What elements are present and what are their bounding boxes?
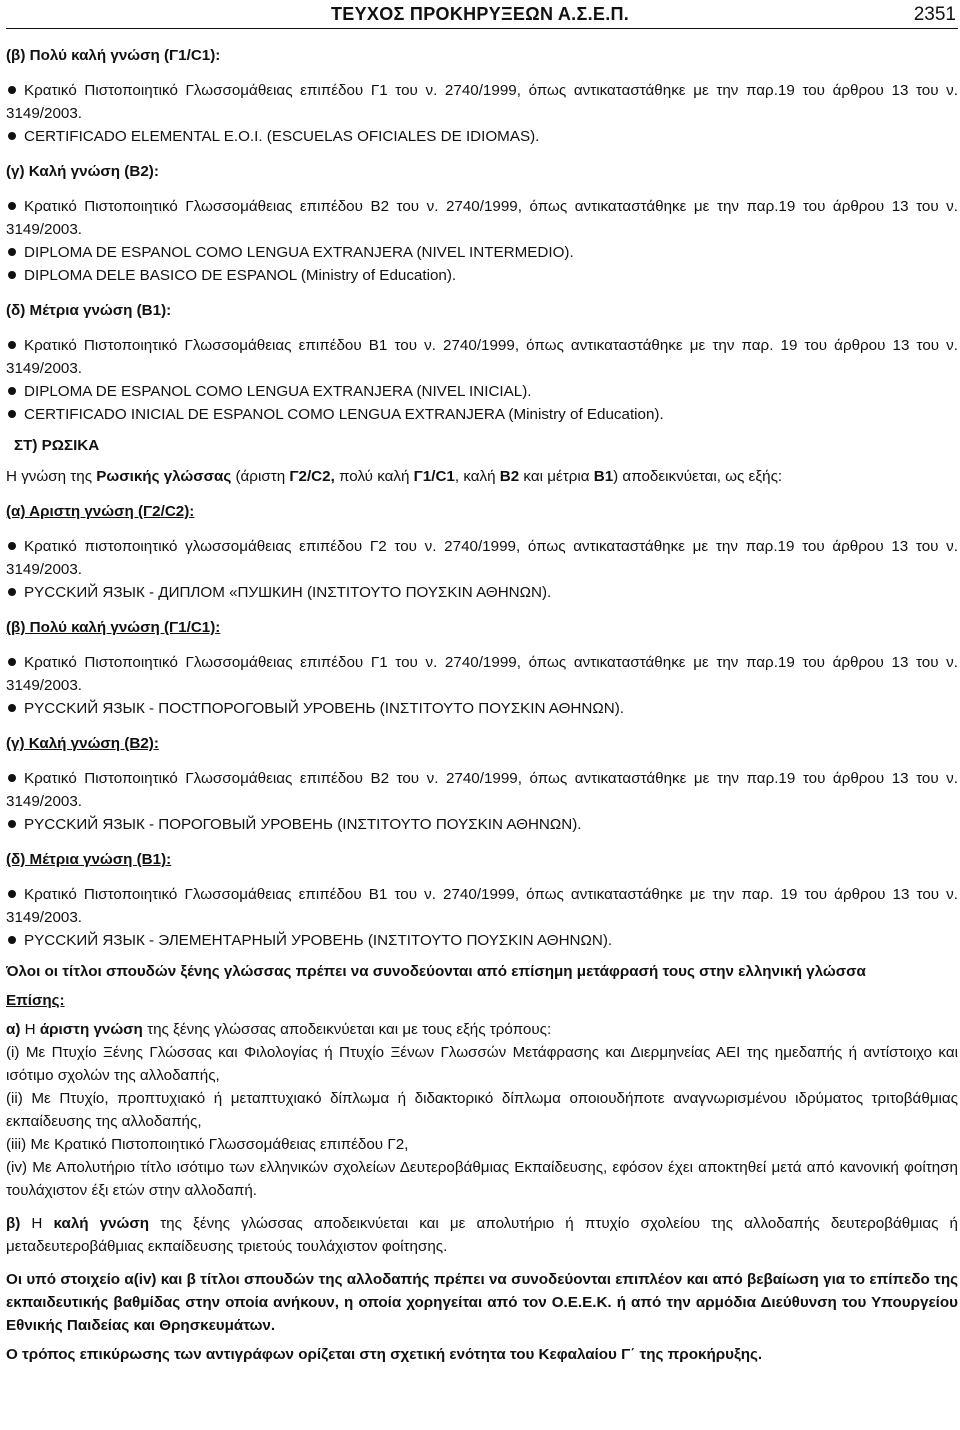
bullet-icon xyxy=(8,202,16,210)
heading-excellent-knowledge: (α) Αριστη γνώση (Γ2/C2): xyxy=(6,503,195,520)
list-item: ΡΥCCΚИЙ ЯЗЫК - ЭЛЕМЕНТАРНЫЙ УРОВЕНЬ (ΙΝΣΤΙΤΟΥΤΟ ΠΟΥΣΚΙΝ ΑΘΗΝΩΝ). xyxy=(6,929,958,952)
bullet-icon xyxy=(8,410,16,418)
issue-title: ΤΕΥΧΟΣ ΠΡΟΚΗΡΥΞΕΩΝ Α.Σ.Ε.Π. xyxy=(331,4,630,24)
good-knowledge-ways: β) Η καλή γνώση της ξένης γλώσσας αποδεικνύεται και με απολυτήριο ή πτυχίο σχολείου της αλλοδαπής δευτεροβάθμιας ή μεταδευτεροβάθμιας εκπαίδευσης τριετούς τουλάχιστον φοίτησης. xyxy=(6,1215,958,1255)
heading-moderate-knowledge: (δ) Μέτρια γνώση (Β1): xyxy=(6,851,172,868)
list-item: ΡΥCCΚИЙ ЯЗЫК - ПОСТПОРОГОВЫЙ УРОВЕНЬ (ΙΝΣΤΙΤΟΥΤΟ ΠΟΥΣΚΙΝ ΑΘΗΝΩΝ). xyxy=(6,697,958,720)
list-item: Κρατικό πιστοποιητικό γλωσσομάθειας επιπέδου Γ2 του ν. 2740/1999, όπως αντικαταστάθηκε με την παρ.19 του άρθρου 13 του ν. 3149/2003. xyxy=(6,538,958,578)
list-item: ΡΥCCΚИЙ ЯЗЫК - ПОРОГОВЫЙ УРОВЕНЬ (ΙΝΣΤΙΤΟΥΤΟ ΠΟΥΣΚΙΝ ΑΘΗΝΩΝ). xyxy=(6,813,958,836)
heading-also: Επίσης: xyxy=(6,992,65,1009)
excellent-knowledge-ways: α) Η άριστη γνώση της ξένης γλώσσας αποδεικνύεται και με τους εξής τρόπους: xyxy=(6,1021,552,1038)
bullet-icon xyxy=(8,820,16,828)
list-item: (iv) Με Απολυτήριο τίτλο ισότιμο των ελληνικών σχολείων Δευτεροβάθμιας Εκπαίδευσης, εφόσον έχει αποκτηθεί μετά από κανονική φοίτηση τουλάχιστον έξι ετών στην αλλοδαπή. xyxy=(6,1159,958,1199)
section-title-russian: ΣΤ) ΡΩΣΙΚΑ xyxy=(14,437,100,454)
bullet-icon xyxy=(8,542,16,550)
header-divider xyxy=(6,28,958,29)
bullet-icon xyxy=(8,588,16,596)
list-item: DIPLOMA DE ESPANOL COMO LENGUA EXTRANJERA (NIVEL INTERMEDIO). xyxy=(6,241,958,264)
list-item: Κρατικό Πιστοποιητικό Γλωσσομάθειας επιπέδου Β1 του ν. 2740/1999, όπως αντικαταστάθηκε με την παρ. 19 του άρθρου 13 του ν. 3149/2003. xyxy=(6,886,958,926)
heading-very-good-knowledge: (β) Πολύ καλή γνώση (Γ1/C1): xyxy=(6,619,221,636)
list-item: CERTIFICADO ELEMENTAL E.O.I. (ESCUELAS OFICIALES DE IDIOMAS). xyxy=(6,125,958,148)
translation-requirement: Όλοι οι τίτλοι σπουδών ξένης γλώσσας πρέπει να συνοδεύονται από επίσημη μετάφρασή τους στην ελληνική γλώσσα xyxy=(6,963,866,980)
validation-note: Ο τρόπος επικύρωσης των αντιγράφων ορίζεται στη σχετική ενότητα του Κεφαλαίου Γ΄ της προκήρυξης. xyxy=(6,1346,763,1363)
list-item: Κρατικό Πιστοποιητικό Γλωσσομάθειας επιπέδου Β2 του ν. 2740/1999, όπως αντικαταστάθηκε με την παρ.19 του άρθρου 13 του ν. 3149/2003. xyxy=(6,770,958,810)
heading-good-knowledge: (γ) Καλή γνώση (Β2): xyxy=(6,735,159,752)
list-item: Κρατικό Πιστοποιητικό Γλωσσομάθειας επιπέδου Γ1 του ν. 2740/1999, όπως αντικαταστάθηκε με την παρ.19 του άρθρου 13 του ν. 3149/2003. xyxy=(6,654,958,694)
bullet-icon xyxy=(8,774,16,782)
list-item: ΡΥCCΚИЙ ЯЗЫК - ДИПЛОМ «ПУШКИН (ΙΝΣΤΙΤΟΥΤΟ ΠΟΥΣΚΙΝ ΑΘΗΝΩΝ). xyxy=(6,581,958,604)
page-header xyxy=(6,0,958,36)
document-body xyxy=(6,44,958,1366)
list-item: (iii) Με Κρατικό Πιστοποιητικό Γλωσσομάθειας επιπέδου Γ2, xyxy=(6,1136,409,1153)
bullet-icon xyxy=(8,271,16,279)
list-item: DIPLOMA DE ESPANOL COMO LENGUA EXTRANJERA (NIVEL INICIAL). xyxy=(6,380,958,403)
bullet-icon xyxy=(8,936,16,944)
list-item: Κρατικό Πιστοποιητικό Γλωσσομάθειας επιπέδου Β1 του ν. 2740/1999, όπως αντικαταστάθηκε με την παρ. 19 του άρθρου 13 του ν. 3149/2003. xyxy=(6,337,958,377)
bullet-icon xyxy=(8,248,16,256)
bullet-icon xyxy=(8,704,16,712)
russian-intro: Η γνώση της Ρωσικής γλώσσας (άριστη Γ2/C2, πολύ καλή Γ1/C1, καλή Β2 και μέτρια Β1) αποδεικνύεται, ως εξής: xyxy=(6,468,783,485)
certification-note: Οι υπό στοιχείο α(iv) και β τίτλοι σπουδών της αλλοδαπής πρέπει να συνοδεύονται επιπλέον και από βεβαίωση για το επίπεδο της εκπαιδευτικής βαθμίδας στην οποία ανήκουν, η οποία χορηγείται από τον Ο.Ε.Ε.Κ. ή από την αρμόδια Διεύθυνση του Υπουργείου Εθνικής Παιδείας και Θρησκευμάτων. xyxy=(6,1271,958,1334)
heading-good-knowledge: (γ) Καλή γνώση (Β2): xyxy=(6,163,159,180)
list-item: (ii) Με Πτυχίο, προπτυχιακό ή μεταπτυχιακό δίπλωμα ή διδακτορικό δίπλωμα οποιουδήποτε αναγνωρισμένου ιδρύματος τριτοβάθμιας εκπαίδευσης της αλλοδαπής, xyxy=(6,1090,958,1130)
bullet-icon xyxy=(8,387,16,395)
bullet-icon xyxy=(8,658,16,666)
bullet-icon xyxy=(8,890,16,898)
list-item: (i) Με Πτυχίο Ξένης Γλώσσας και Φιλολογίας ή Πτυχίο Ξένων Γλωσσών Μετάφρασης και Διερμηνείας ΑΕΙ της ημεδαπής ή αντίστοιχο και ισότιμο σχολών της αλλοδαπής, xyxy=(6,1044,958,1084)
list-item: Κρατικό Πιστοποιητικό Γλωσσομάθειας επιπέδου Β2 του ν. 2740/1999, όπως αντικαταστάθηκε με την παρ.19 του άρθρου 13 του ν. 3149/2003. xyxy=(6,198,958,238)
bullet-icon xyxy=(8,86,16,94)
bullet-icon xyxy=(8,132,16,140)
list-item: Κρατικό Πιστοποιητικό Γλωσσομάθειας επιπέδου Γ1 του ν. 2740/1999, όπως αντικαταστάθηκε με την παρ.19 του άρθρου 13 του ν. 3149/2003. xyxy=(6,82,958,122)
page-number: 2351 xyxy=(913,4,956,25)
heading-moderate-knowledge: (δ) Μέτρια γνώση (Β1): xyxy=(6,302,172,319)
list-item: DIPLOMA DELE BASICO DE ESPANOL (Ministry of Education). xyxy=(6,264,958,287)
list-item: CERTIFICADO INICIAL DE ESPANOL COMO LENGUA EXTRANJERA (Ministry of Education). xyxy=(6,403,958,426)
heading-very-good-knowledge: (β) Πολύ καλή γνώση (Γ1/C1): xyxy=(6,47,221,64)
bullet-icon xyxy=(8,341,16,349)
document-page xyxy=(6,0,958,1366)
